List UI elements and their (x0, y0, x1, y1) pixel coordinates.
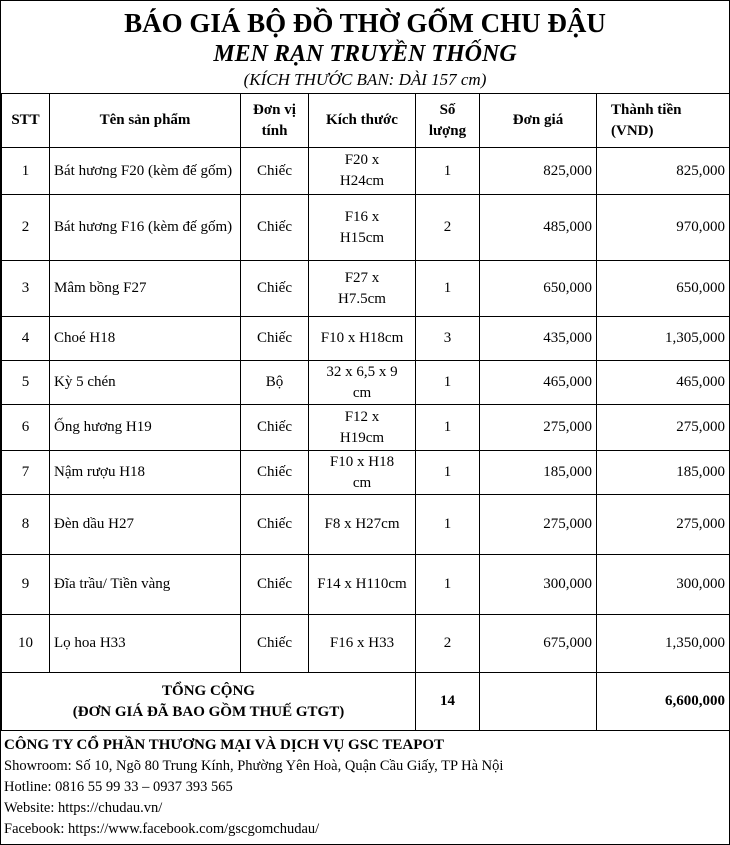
summary-label: TỔNG CỘNG (ĐƠN GIÁ ĐÃ BAO GỒM THUẾ GTGT) (2, 673, 416, 731)
company-footer (1, 731, 729, 840)
cell-price: 650,000 (480, 261, 597, 317)
cell-size: F14 x H110cm (309, 555, 416, 615)
cell-qty: 1 (416, 148, 480, 195)
summary-row (2, 673, 730, 731)
cell-stt: 8 (2, 495, 50, 555)
size-note: (KÍCH THƯỚC BAN: DÀI 157 cm) (243, 70, 487, 89)
cell-total: 275,000 (597, 495, 730, 555)
cell-name: Bát hương F16 (kèm đế gốm) (50, 195, 241, 261)
cell-qty: 1 (416, 261, 480, 317)
cell-size: F10 x H18 cm (309, 451, 416, 495)
table-row (2, 195, 730, 261)
cell-total: 650,000 (597, 261, 730, 317)
cell-total: 275,000 (597, 405, 730, 451)
cell-price: 300,000 (480, 555, 597, 615)
cell-size: 32 x 6,5 x 9 cm (309, 361, 416, 405)
cell-size: F8 x H27cm (309, 495, 416, 555)
cell-qty: 1 (416, 555, 480, 615)
price-table (1, 93, 730, 731)
cell-stt: 10 (2, 615, 50, 673)
cell-name: Kỳ 5 chén (50, 361, 241, 405)
cell-stt: 7 (2, 451, 50, 495)
table-row (2, 317, 730, 361)
cell-unit: Bộ (241, 361, 309, 405)
cell-price: 825,000 (480, 148, 597, 195)
website-link[interactable]: Website: https://chudau.vn/ (4, 800, 163, 816)
cell-price: 675,000 (480, 615, 597, 673)
cell-name: Đèn dầu H27 (50, 495, 241, 555)
cell-size: F20 x H24cm (309, 148, 416, 195)
cell-unit: Chiếc (241, 405, 309, 451)
header-stt: STT (2, 94, 50, 148)
cell-stt: 5 (2, 361, 50, 405)
cell-total: 1,350,000 (597, 615, 730, 673)
facebook-link[interactable]: Facebook: https://www.facebook.com/gscgomchudau/ (4, 821, 320, 837)
cell-size: F16 x H15cm (309, 195, 416, 261)
cell-unit: Chiếc (241, 615, 309, 673)
cell-name: Choé H18 (50, 317, 241, 361)
table-row (2, 361, 730, 405)
cell-qty: 2 (416, 195, 480, 261)
header-unit: Đơn vị tính (241, 94, 309, 148)
cell-name: Đĩa trầu/ Tiền vàng (50, 555, 241, 615)
table-row (2, 148, 730, 195)
cell-total: 465,000 (597, 361, 730, 405)
cell-total: 1,305,000 (597, 317, 730, 361)
table-row (2, 451, 730, 495)
cell-stt: 3 (2, 261, 50, 317)
cell-total: 825,000 (597, 148, 730, 195)
cell-stt: 1 (2, 148, 50, 195)
cell-total: 300,000 (597, 555, 730, 615)
cell-price: 185,000 (480, 451, 597, 495)
cell-size: F10 x H18cm (309, 317, 416, 361)
table-row (2, 615, 730, 673)
summary-price-empty (480, 673, 597, 731)
header-qty: Số lượng (416, 94, 480, 148)
header-price: Đơn giá (480, 94, 597, 148)
summary-total: 6,600,000 (597, 673, 730, 731)
cell-unit: Chiếc (241, 495, 309, 555)
showroom-address: Showroom: Số 10, Ngõ 80 Trung Kính, Phường Yên Hoà, Quận Cầu Giấy, TP Hà Nội (4, 758, 504, 774)
cell-qty: 2 (416, 615, 480, 673)
header-size: Kích thước (309, 94, 416, 148)
cell-unit: Chiếc (241, 555, 309, 615)
cell-qty: 1 (416, 495, 480, 555)
title-block (1, 1, 729, 93)
cell-unit: Chiếc (241, 261, 309, 317)
table-row (2, 555, 730, 615)
table-row (2, 495, 730, 555)
cell-name: Lọ hoa H33 (50, 615, 241, 673)
cell-qty: 3 (416, 317, 480, 361)
cell-price: 435,000 (480, 317, 597, 361)
cell-total: 970,000 (597, 195, 730, 261)
cell-unit: Chiếc (241, 451, 309, 495)
cell-price: 465,000 (480, 361, 597, 405)
cell-total: 185,000 (597, 451, 730, 495)
table-row (2, 261, 730, 317)
company-name: CÔNG TY CỔ PHẦN THƯƠNG MẠI VÀ DỊCH VỤ GSC TEAPOT (4, 737, 445, 753)
cell-qty: 1 (416, 451, 480, 495)
cell-name: Bát hương F20 (kèm đế gốm) (50, 148, 241, 195)
cell-stt: 4 (2, 317, 50, 361)
cell-price: 485,000 (480, 195, 597, 261)
cell-price: 275,000 (480, 405, 597, 451)
table-header-row (2, 94, 730, 148)
cell-name: Mâm bồng F27 (50, 261, 241, 317)
summary-qty: 14 (416, 673, 480, 731)
cell-unit: Chiếc (241, 148, 309, 195)
hotline: Hotline: 0816 55 99 33 – 0937 393 565 (4, 779, 233, 795)
cell-name: Nậm rượu H18 (50, 451, 241, 495)
header-name: Tên sản phẩm (50, 94, 241, 148)
cell-qty: 1 (416, 361, 480, 405)
cell-name: Ống hương H19 (50, 405, 241, 451)
cell-stt: 9 (2, 555, 50, 615)
table-row (2, 405, 730, 451)
page-title: BÁO GIÁ BỘ ĐỒ THỜ GỐM CHU ĐẬU (124, 8, 606, 38)
cell-price: 275,000 (480, 495, 597, 555)
cell-size: F16 x H33 (309, 615, 416, 673)
header-total: Thành tiền (VND) (597, 94, 730, 148)
cell-size: F12 x H19cm (309, 405, 416, 451)
cell-unit: Chiếc (241, 317, 309, 361)
cell-stt: 6 (2, 405, 50, 451)
cell-unit: Chiếc (241, 195, 309, 261)
cell-stt: 2 (2, 195, 50, 261)
page-subtitle: MEN RẠN TRUYỀN THỐNG (213, 41, 517, 67)
cell-size: F27 x H7.5cm (309, 261, 416, 317)
cell-qty: 1 (416, 405, 480, 451)
